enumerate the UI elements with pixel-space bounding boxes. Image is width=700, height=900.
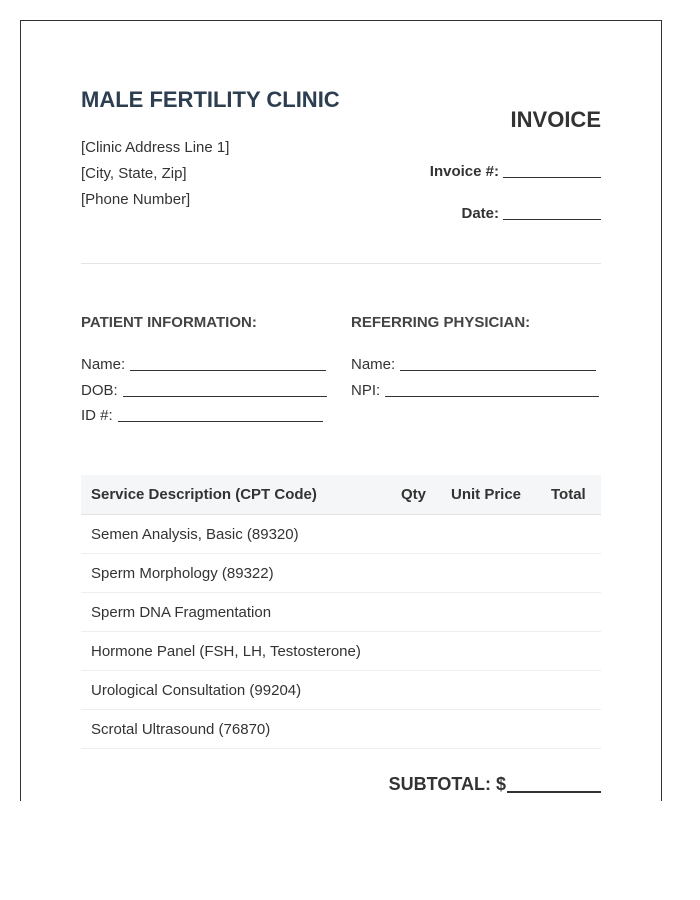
patient-id-row <box>81 406 323 426</box>
service-unit-price[interactable] <box>451 710 551 749</box>
service-qty[interactable] <box>401 515 451 554</box>
service-description: Hormone Panel (FSH, LH, Testosterone) <box>91 642 361 660</box>
service-description: Sperm Morphology (89322) <box>91 564 274 582</box>
physician-npi-label: NPI: <box>351 382 381 399</box>
table-row <box>81 554 601 593</box>
patient-dob-row <box>81 381 327 401</box>
service-description: Scrotal Ultrasound (76870) <box>91 720 271 738</box>
service-qty[interactable] <box>401 671 451 710</box>
invoice-number-label: Invoice #: <box>429 163 499 180</box>
clinic-city-state-zip: [City, State, Zip] <box>81 165 187 182</box>
table-row <box>81 710 601 749</box>
physician-npi-field[interactable] <box>385 382 599 397</box>
clinic-address-line-1: [Clinic Address Line 1] <box>81 139 230 156</box>
service-total[interactable] <box>551 671 601 710</box>
header-divider <box>81 263 601 264</box>
invoice-number-field[interactable] <box>503 163 601 178</box>
service-description: Semen Analysis, Basic (89320) <box>91 525 299 543</box>
invoice-page <box>20 20 662 801</box>
service-qty[interactable] <box>401 710 451 749</box>
service-unit-price[interactable] <box>451 515 551 554</box>
table-row <box>81 593 601 632</box>
subtotal-row <box>389 773 601 795</box>
clinic-phone: [Phone Number] <box>81 191 191 208</box>
physician-name-field[interactable] <box>400 356 596 371</box>
subtotal-label: SUBTOTAL: $ <box>388 774 506 794</box>
invoice-title: INVOICE <box>510 107 601 132</box>
table-row <box>81 515 601 554</box>
service-total[interactable] <box>551 593 601 632</box>
patient-name-label: Name: <box>81 356 126 373</box>
invoice-date-label: Date: <box>461 205 499 222</box>
service-description: Sperm DNA Fragmentation <box>91 603 272 621</box>
service-description: Urological Consultation (99204) <box>91 681 302 699</box>
service-unit-price[interactable] <box>451 593 551 632</box>
header-qty: Qty <box>401 486 427 503</box>
table-row <box>81 671 601 710</box>
service-qty[interactable] <box>401 632 451 671</box>
physician-name-label: Name: <box>351 356 396 373</box>
service-total[interactable] <box>551 710 601 749</box>
patient-name-row <box>81 355 326 375</box>
service-unit-price[interactable] <box>451 671 551 710</box>
table-row <box>81 632 601 671</box>
header-total: Total <box>551 486 586 503</box>
patient-dob-label: DOB: <box>81 382 118 399</box>
header-description: Service Description (CPT Code) <box>91 486 317 503</box>
physician-name-row <box>351 355 596 375</box>
patient-dob-field[interactable] <box>123 382 327 397</box>
patient-name-field[interactable] <box>130 356 326 371</box>
service-qty[interactable] <box>401 593 451 632</box>
invoice-date-row <box>461 204 601 224</box>
invoice-date-field[interactable] <box>503 205 601 220</box>
services-table <box>81 475 601 749</box>
referring-physician-heading: REFERRING PHYSICIAN: <box>351 314 531 331</box>
service-unit-price[interactable] <box>451 632 551 671</box>
service-total[interactable] <box>551 554 601 593</box>
invoice-number-row <box>430 162 601 182</box>
service-qty[interactable] <box>401 554 451 593</box>
subtotal-field[interactable] <box>507 774 601 793</box>
physician-npi-row <box>351 381 599 401</box>
header-unit-price: Unit Price <box>451 486 522 503</box>
patient-id-label: ID #: <box>81 407 113 424</box>
services-table-wrapper <box>81 475 601 749</box>
clinic-name: MALE FERTILITY CLINIC <box>81 87 340 112</box>
patient-id-field[interactable] <box>118 407 323 422</box>
table-header-row <box>81 475 601 515</box>
patient-info-heading: PATIENT INFORMATION: <box>81 314 257 331</box>
service-unit-price[interactable] <box>451 554 551 593</box>
service-total[interactable] <box>551 515 601 554</box>
service-total[interactable] <box>551 632 601 671</box>
